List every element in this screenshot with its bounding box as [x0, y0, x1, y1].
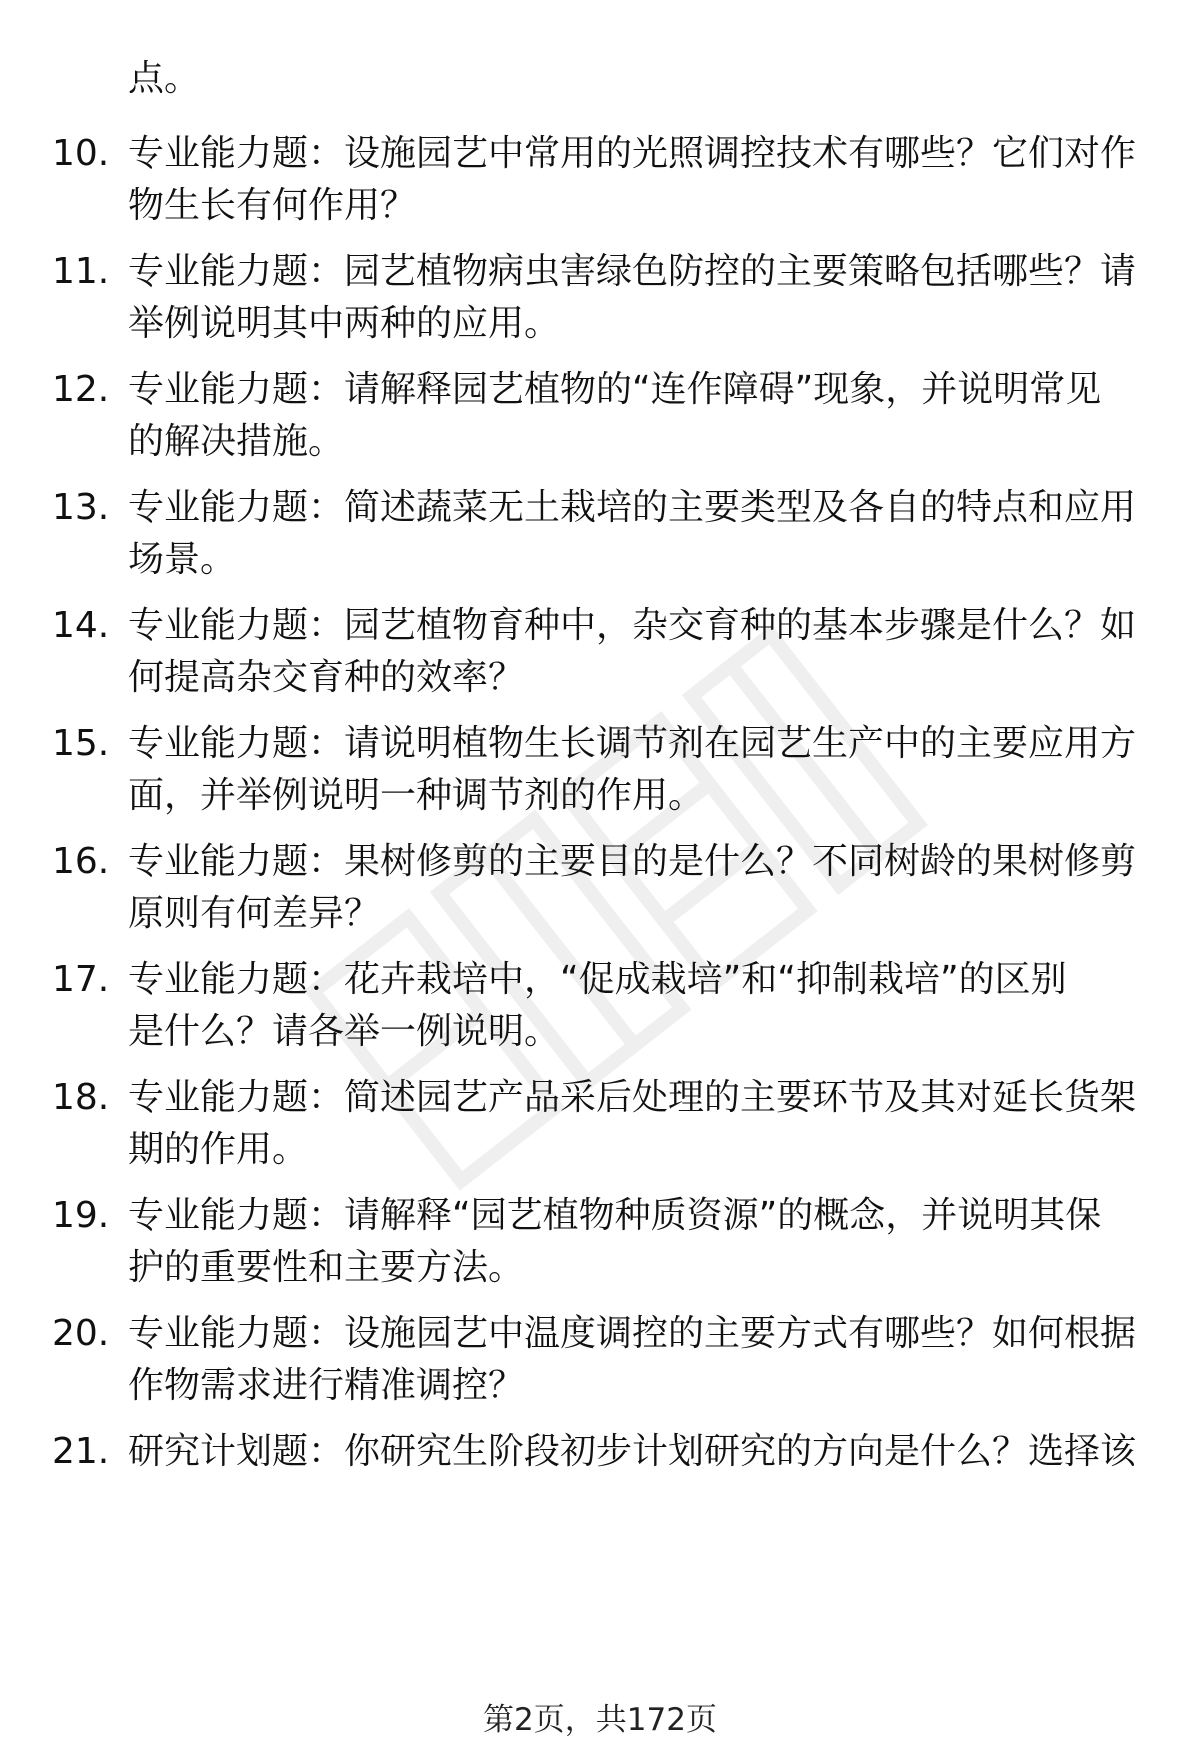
item-text-line: 研究计划题：你研究生阶段初步计划研究的方向是什么？选择该 [128, 1431, 1137, 1472]
item-text-line: 期的作用。 [128, 1129, 309, 1170]
item-number: 20. [52, 1313, 110, 1354]
item-text-line: 原则有何差异？ [128, 893, 381, 934]
item-number: 10. [52, 133, 110, 174]
item-text-line: 专业能力题：请解释园艺植物的“连作障碍”现象，并说明常见 [128, 369, 1102, 410]
item-text-line: 是什么？请各举一例说明。 [128, 1011, 561, 1052]
item-number: 12. [52, 369, 110, 410]
continuation-text: 点。 [128, 58, 201, 99]
item-text-line: 面，并举例说明一种调节剂的作用。 [128, 775, 705, 816]
item-number: 13. [52, 487, 110, 528]
item-text-line: 专业能力题：设施园艺中常用的光照调控技术有哪些？它们对作 [128, 133, 1137, 174]
item-text-line: 何提高杂交育种的效率？ [128, 657, 525, 698]
item-number: 18. [52, 1077, 110, 1118]
item-text-line: 专业能力题：果树修剪的主要目的是什么？不同树龄的果树修剪 [128, 841, 1137, 882]
item-number: 21. [52, 1431, 110, 1472]
item-text-line: 专业能力题：请说明植物生长调节剂在园艺生产中的主要应用方 [128, 723, 1137, 764]
page-footer: 第2页，共172页 [483, 1702, 717, 1738]
item-text-line: 物生长有何作用？ [128, 185, 417, 226]
item-text-line: 专业能力题：设施园艺中温度调控的主要方式有哪些？如何根据 [128, 1313, 1137, 1354]
item-number: 16. [52, 841, 110, 882]
item-number: 19. [52, 1195, 110, 1236]
item-text-line: 专业能力题：简述园艺产品采后处理的主要环节及其对延长货架 [128, 1077, 1137, 1118]
item-text-line: 专业能力题：园艺植物病虫害绿色防控的主要策略包括哪些？请 [128, 251, 1137, 292]
item-number: 14. [52, 605, 110, 646]
item-number: 11. [52, 251, 110, 292]
item-text-line: 作物需求进行精准调控？ [128, 1365, 525, 1406]
item-text-line: 专业能力题：请解释“园艺植物种质资源”的概念，并说明其保 [128, 1195, 1102, 1236]
item-number: 15. [52, 723, 110, 764]
item-text-line: 的解决措施。 [128, 421, 345, 462]
item-text-line: 场景。 [128, 539, 237, 580]
item-text-line: 专业能力题：简述蔬菜无土栽培的主要类型及各自的特点和应用 [128, 487, 1137, 528]
item-text-line: 专业能力题：花卉栽培中，“促成栽培”和“抑制栽培”的区别 [128, 959, 1067, 1000]
item-text-line: 举例说明其中两种的应用。 [128, 303, 561, 344]
item-text-line: 护的重要性和主要方法。 [128, 1247, 525, 1288]
item-number: 17. [52, 959, 110, 1000]
item-text-line: 专业能力题：园艺植物育种中，杂交育种的基本步骤是什么？如 [128, 605, 1137, 646]
